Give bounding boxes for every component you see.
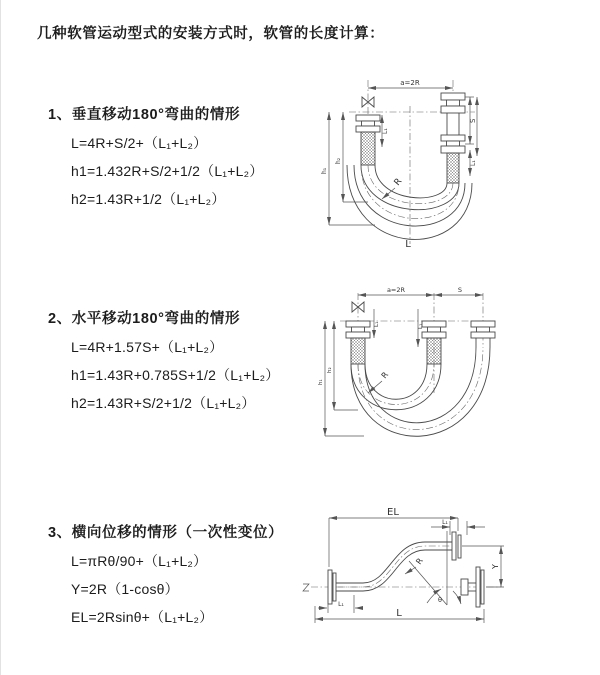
dim-label-l1-middle: L₁ [418,323,424,329]
dim-label-a2r: a=2R [400,79,420,87]
dim-l1-left [374,309,380,338]
dim-label-s: S [457,286,463,294]
dim-span-a2r [358,286,434,295]
section3-formula-EL: EL=2Rsinθ+（L₁+L₂） [71,609,214,625]
dim-label-r: R [392,176,405,188]
diagram-vertical-180-bend [313,72,503,252]
dim-label-l1-left: L₁ [382,128,389,134]
dim-label-l1-left: L₁ [374,321,380,327]
section1-heading: 1、垂直移动180°弯曲的情形 [48,107,241,123]
left-hose-fitting [356,115,380,165]
pipe-break-symbol [303,584,309,591]
upper-flange [452,532,461,560]
section2-formula-h1: h1=1.43R+0.785S+1/2（L₁+L₂） [71,367,280,383]
dim-label-y: Y [491,564,500,569]
dim-label-a2r: a=2R [386,286,406,294]
section1-formula-h2: h2=1.43R+1/2（L₁+L₂） [71,191,226,207]
page-title: 几种软管运动型式的安装方式时，软管的长度计算： [37,26,385,42]
dim-label-theta: θ [438,596,442,604]
dim-label-l: L [405,239,411,250]
dim-label-l: L [396,608,402,619]
middle-hose-fitting [422,321,446,364]
dim-l1-right [470,150,477,176]
dim-l1-left [382,115,389,147]
dim-label-h2: h₂ [335,157,342,164]
dim-label-l1-right: L₁ [470,160,477,166]
dim-label-s: S [469,118,477,123]
dim-label-el: EL [387,507,399,518]
section1-formula-h1: h1=1.432R+S/2+1/2（L₁+L₂） [71,163,264,179]
section2-formula-L: L=4R+1.57S+（L₁+L₂） [71,339,224,355]
right-hose-fitting [441,93,465,183]
diagram-lateral-displacement [301,505,571,645]
section2-heading: 2、水平移动180°弯曲的情形 [48,311,241,327]
dim-stroke-s [434,286,483,295]
dim-s-right [465,97,477,156]
section2-formula-h2: h2=1.43R+S/2+1/2（L₁+L₂） [71,395,256,411]
hose-u-curves [351,347,490,436]
dim-label-h2: h₂ [327,367,333,373]
section3-heading: 3、横向位移的情形（一次性变位） [48,525,284,541]
dim-radius [368,370,390,393]
right-flange-assembly [461,567,484,607]
section3-formula-L: L=πRθ/90+（L₁+L₂） [71,553,208,569]
left-flange [328,570,336,604]
dim-label-l1-bottom: L₁ [338,601,344,608]
dim-label-r: R [414,556,425,567]
section1-formula-L: L=4R+S/2+（L₁+L₂） [71,135,208,151]
dim-label-r: R [379,370,391,381]
dim-radius [382,177,404,199]
dim-label-l1-top: L₁ [442,519,448,526]
section3-formula-Y: Y=2R（1-cosθ） [71,581,179,597]
dim-el [329,507,458,567]
diagram-horizontal-180-bend [314,285,509,457]
dim-l1-middle [418,309,424,347]
hose-s-curve [336,542,452,591]
dim-span-a2r [368,79,453,88]
left-hose-fitting [346,321,370,364]
dim-l [315,606,484,623]
dim-l1-bottom [318,595,363,613]
dim-label-h1: h₁ [318,379,324,385]
dim-label-h1: h₁ [321,167,328,174]
dim-radius [405,556,425,574]
